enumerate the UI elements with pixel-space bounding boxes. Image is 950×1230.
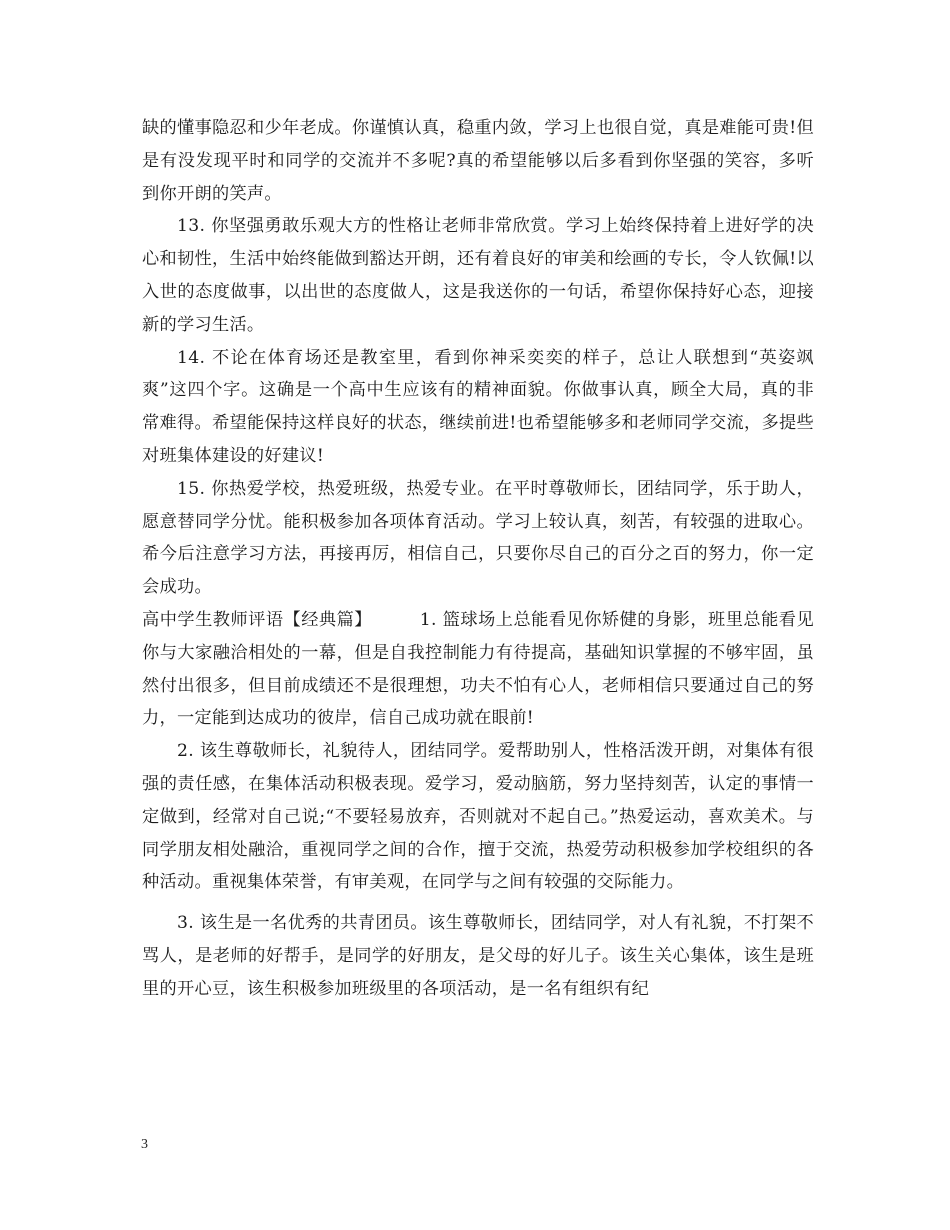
page-number: 3 xyxy=(141,1137,148,1152)
paragraph-2: 2. 该生尊敬师长，礼貌待人，团结同学。爱帮助别人，性格活泼开朗，对集体有很强的责任感，在集体活动积极表现。爱学习，爱动脑筋，努力坚持刻苦，认定的事情一定做到，经常对自己说;“不要轻易放弃，否则就对不起自己。”热爱运动，喜欢美术。与同学朋友相处融洽，重视同学之间的合作，擅于交流，热爱劳动积极参加学校组织的各种活动。重视集体荣誉，有审美观，在同学与之间有较强的交际能力。 xyxy=(142,741,814,893)
section-heading: 高中学生教师评语【经典篇】 xyxy=(142,609,372,630)
paragraph-14: 14. 不论在体育场还是教室里，看到你神采奕奕的样子，总让人联想到“英姿飒爽”这四个字。这确是一个高中生应该有的精神面貌。你做事认真，顾全大局，真的非常难得。希望能保持这样良好的状态，继续前进!也希望能够多和老师同学交流，多提些对班集体建设的好建议! xyxy=(142,347,814,466)
paragraph-continued: 缺的懂事隐忍和少年老成。你谨慎认真，稳重内敛，学习上也很自觉，真是难能可贵!但是有没发现平时和同学的交流并不多呢?真的希望能够以后多看到你坚强的笑容，多听到你开朗的笑声。 xyxy=(142,118,814,204)
paragraph-15: 15. 你热爱学校，热爱班级，热爱专业。在平时尊敬师长，团结同学，乐于助人，愿意替同学分忧。能积极参加各项体育活动。学习上较认真，刻苦，有较强的进取心。希今后注意学习方法，再接再厉，相信自己，只要你尽自己的百分之百的努力，你一定会成功。 xyxy=(142,478,814,598)
paragraph-13: 13. 你坚强勇敢乐观大方的性格让老师非常欣赏。学习上始终保持着上进好学的决心和韧性，生活中始终能做到豁达开朗，还有着良好的审美和绘画的专长，令人钦佩!以入世的态度做事，以出世的态度做人，这是我送你的一句话，希望你保持好心态，迎接新的学习生活。 xyxy=(142,216,814,335)
paragraph-3: 3. 该生是一名优秀的共青团员。该生尊敬师长，团结同学，对人有礼貌，不打架不骂人，是老师的好帮手，是同学的好朋友，是父母的好儿子。该生关心集体，该生是班里的开心豆，该生积极参加班级里的各项活动，是一名有组织有纪 xyxy=(142,913,814,999)
body-text xyxy=(142,112,814,1006)
paragraph-section-heading xyxy=(142,604,814,735)
paragraph-1: 1. 篮球场上总能看见你矫健的身影，班里总能看见你与大家融洽相处的一幕，但是自我控制能力有待提高，基础知识掌握的不够牢固，虽然付出很多，但目前成绩还不是很理想，功夫不怕有心人，老师相信只要通过自己的努力，一定能到达成功的彼岸，信自己成功就在眼前! xyxy=(142,609,814,729)
